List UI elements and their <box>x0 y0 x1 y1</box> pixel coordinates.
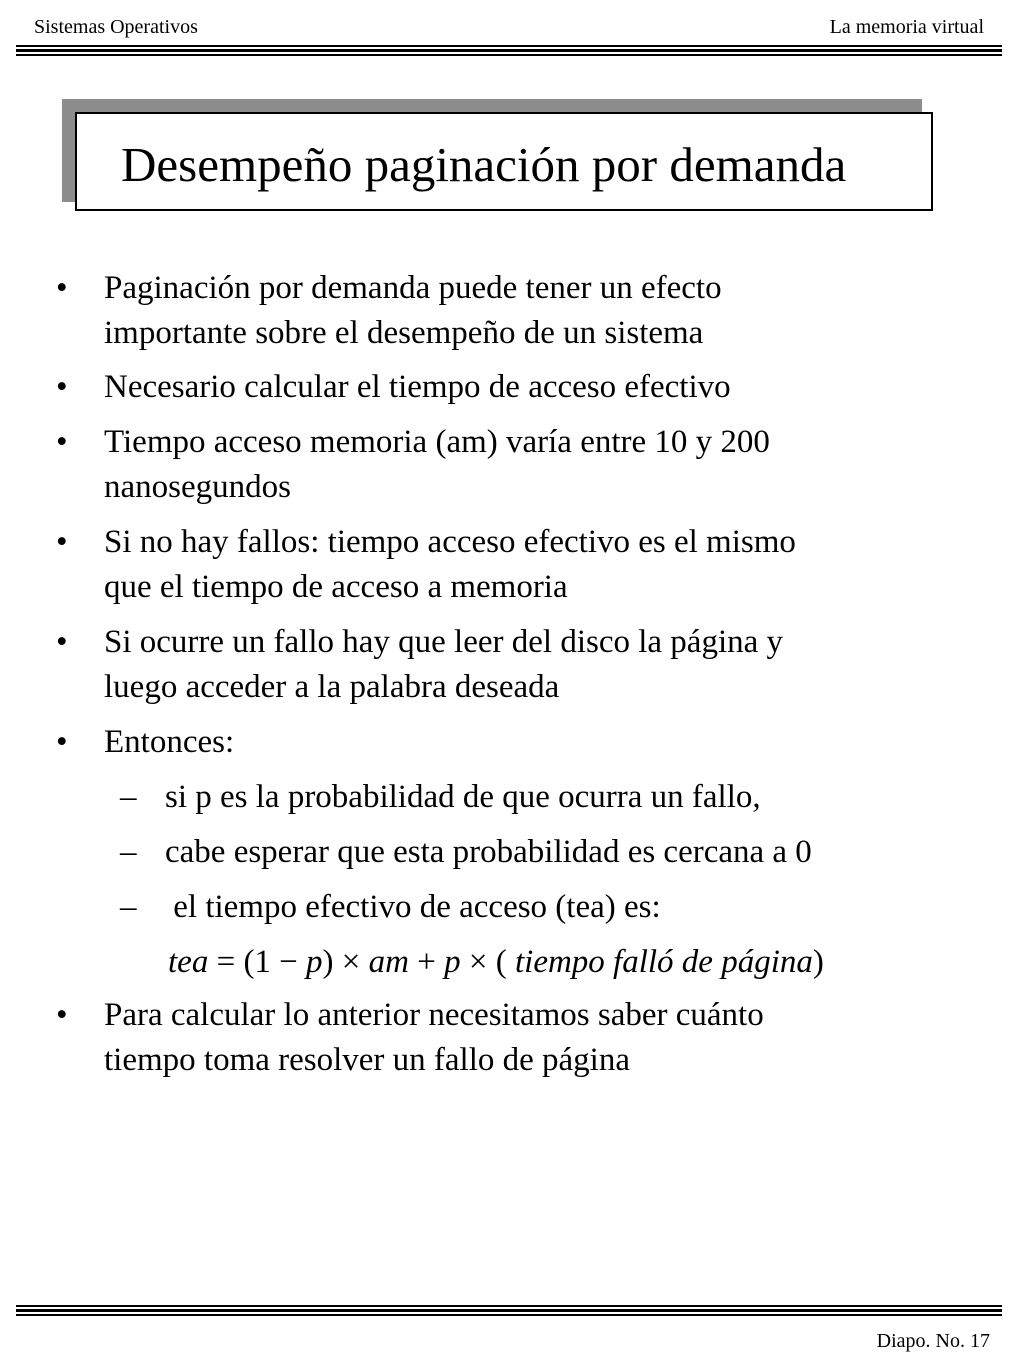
header-course-title: Sistemas Operativos <box>34 16 198 38</box>
title-box <box>75 112 933 211</box>
bullet-line: tiempo toma resolver un fallo de página <box>104 1042 631 1078</box>
footer-rule <box>16 1305 1002 1315</box>
slide-title: Desempeño paginación por demanda <box>121 137 847 192</box>
formula-am: am <box>368 944 409 980</box>
bullet-marker: • <box>56 270 68 306</box>
bullet-line: Paginación por demanda puede tener un efecto <box>104 270 722 306</box>
formula-times: × ( <box>460 944 515 980</box>
bullet-line: Para calcular lo anterior necesitamos saber cuánto <box>104 997 764 1033</box>
bullet-line: que el tiempo de acceso a memoria <box>104 569 568 605</box>
bullet-line: nanosegundos <box>104 469 291 505</box>
bullet-line: Si no hay fallos: tiempo acceso efectivo es el mismo <box>104 524 796 560</box>
formula-tea: tea <box>168 944 209 980</box>
slide-number: Diapo. No. 17 <box>876 1330 990 1352</box>
bullet-line: Si ocurre un fallo hay que leer del disco la página y <box>104 624 784 660</box>
formula-plus: + <box>409 944 445 980</box>
formula-close: ) <box>812 944 824 980</box>
formula-term: tiempo falló de página <box>514 944 813 980</box>
bullet-marker: • <box>56 369 68 405</box>
bullet-line: importante sobre el desempeño de un sistema <box>104 315 704 351</box>
header-topic-title: La memoria virtual <box>829 16 984 38</box>
formula-mid: ) × <box>322 944 369 980</box>
bullet-marker: • <box>56 997 68 1033</box>
sub-marker: – <box>120 889 137 925</box>
formula-p: p <box>306 944 323 980</box>
sub-item-text: si p es la probabilidad de que ocurra un fallo, <box>165 779 761 815</box>
sub-item-text: el tiempo efectivo de acceso (tea) es: <box>165 889 661 925</box>
bullet-line: luego acceder a la palabra deseada <box>104 669 560 705</box>
sub-item-text: cabe esperar que esta probabilidad es cercana a 0 <box>165 834 812 870</box>
formula <box>168 944 824 981</box>
formula-p: p <box>444 944 461 980</box>
bullet-marker: • <box>56 624 68 660</box>
formula-eq: = (1 − <box>208 944 307 980</box>
bullet-marker: • <box>56 524 68 560</box>
sub-marker: – <box>120 834 137 870</box>
bullet-line: Necesario calcular el tiempo de acceso efectivo <box>104 369 731 405</box>
bullet-marker: • <box>56 424 68 460</box>
header-rule <box>16 45 1002 55</box>
bullet-line: Tiempo acceso memoria (am) varía entre 10 y 200 <box>104 424 770 460</box>
bullet-marker: • <box>56 724 68 760</box>
bullet-line: Entonces: <box>104 724 235 760</box>
sub-marker: – <box>120 779 137 815</box>
